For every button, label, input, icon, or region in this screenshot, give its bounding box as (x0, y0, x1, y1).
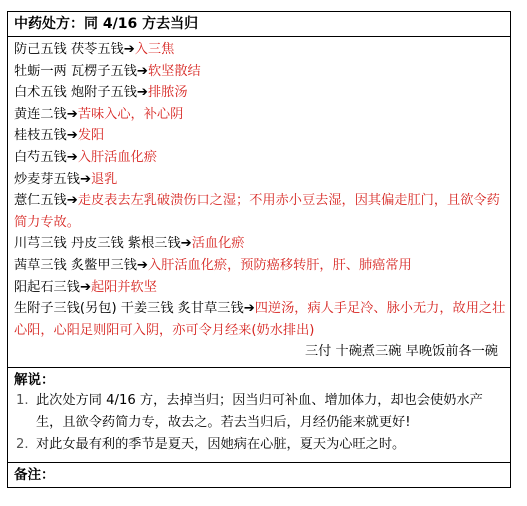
herb-line: 白芍五钱➔入肝活血化瘀 (14, 149, 157, 165)
prescription-body (8, 37, 510, 367)
herb-line: 茜草三钱 炙鳖甲三钱➔入肝活血化瘀，预防癌移转肝，肝、肺癌常用 (14, 257, 412, 273)
herb-annotation: 排脓汤 (147, 85, 188, 101)
herb-line: 生附子三钱(另包) 干姜三钱 炙甘草三钱➔四逆汤，病人手足冷、脉小无力，故用之壮心阳，心阳足则阳可入阴，亦可令月经来(奶水排出) (14, 301, 506, 338)
herb-line: 牡蛎一两 瓦楞子五钱➔软坚散结 (14, 63, 201, 79)
dosage-instructions: 三付 十碗煮三碗 早晚饭前各一碗 (304, 344, 498, 360)
notes-section (7, 463, 511, 488)
herb-annotation: 苦味入心，补心阴 (77, 106, 184, 122)
herb-annotation: 入肝活血化瘀，预防癌移转肝，肝、肺癌常用 (147, 257, 412, 273)
item-text: 对此女最有利的季节是夏天，因她病在心脏，夏天为心旺之时。 (36, 436, 406, 452)
herb-line: 白术五钱 炮附子五钱➔排脓汤 (14, 85, 188, 101)
herb-annotation: 走皮表去左乳破溃伤口之湿；不用赤小豆去湿，因其偏走肛门，且欲令药简力专故。 (14, 193, 500, 230)
arrow-icon: ➔ (123, 42, 135, 57)
herb-line: 黄连二钱➔苦味入心，补心阴 (14, 106, 184, 122)
explanation-section (7, 368, 511, 463)
item-number: 2. (16, 436, 29, 452)
herb-annotation: 起阳并软坚 (91, 279, 157, 295)
herb-line: 阳起石三钱➔起阳并软坚 (14, 279, 157, 295)
herb-annotation: 退乳 (91, 171, 118, 187)
herb-annotation: 软坚散结 (147, 63, 201, 79)
herb-annotation: 入三焦 (134, 42, 175, 57)
item-text: 此次处方同 4/16 方，去掉当归；因当归可补血、增加体力，却也会使奶水产生，且欲令药简力专，故去之。若去当归后，月经仍能来就更好! (36, 392, 483, 430)
arrow-icon: ➔ (66, 128, 78, 144)
explanation-item (14, 434, 506, 456)
prescription-document (7, 11, 511, 488)
arrow-icon: ➔ (243, 301, 255, 317)
prescription-title: 中药处方：同 4/16 方去当归 (8, 12, 510, 37)
arrow-icon: ➔ (136, 85, 148, 101)
herb-annotation: 发阳 (77, 128, 105, 144)
arrow-icon: ➔ (79, 171, 91, 187)
arrow-icon: ➔ (66, 149, 78, 165)
arrow-icon: ➔ (66, 106, 78, 122)
herb-annotation: 入肝活血化瘀 (77, 149, 157, 165)
herb-line: 薏仁五钱➔走皮表去左乳破溃伤口之湿；不用赤小豆去湿，因其偏走肛门，且欲令药简力专故。 (14, 193, 500, 230)
herb-line: 桂枝五钱➔发阳 (14, 128, 105, 144)
herb-annotation: 四逆汤，病人手足冷、脉小无力，故用之壮心阳，心阳足则阳可入阴，亦可令月经来(奶水排出) (14, 301, 506, 338)
notes-title: 备注： (14, 466, 55, 483)
explanation-list (8, 390, 510, 462)
arrow-icon: ➔ (66, 193, 78, 209)
herb-annotation: 活血化瘀 (191, 236, 245, 252)
explanation-item (14, 390, 506, 434)
herb-line: 炒麦芽五钱➔退乳 (14, 171, 118, 187)
arrow-icon: ➔ (136, 257, 148, 273)
arrow-icon: ➔ (79, 279, 91, 295)
herb-line: 防己五钱 茯苓五钱➔入三焦 (14, 42, 175, 57)
explanation-title: 解说： (14, 371, 55, 388)
prescription-box (7, 11, 511, 368)
herb-line: 川芎三钱 丹皮三钱 紫根三钱➔活血化瘀 (14, 236, 245, 252)
item-number: 1. (16, 392, 29, 408)
arrow-icon: ➔ (136, 63, 148, 79)
arrow-icon: ➔ (180, 236, 192, 252)
